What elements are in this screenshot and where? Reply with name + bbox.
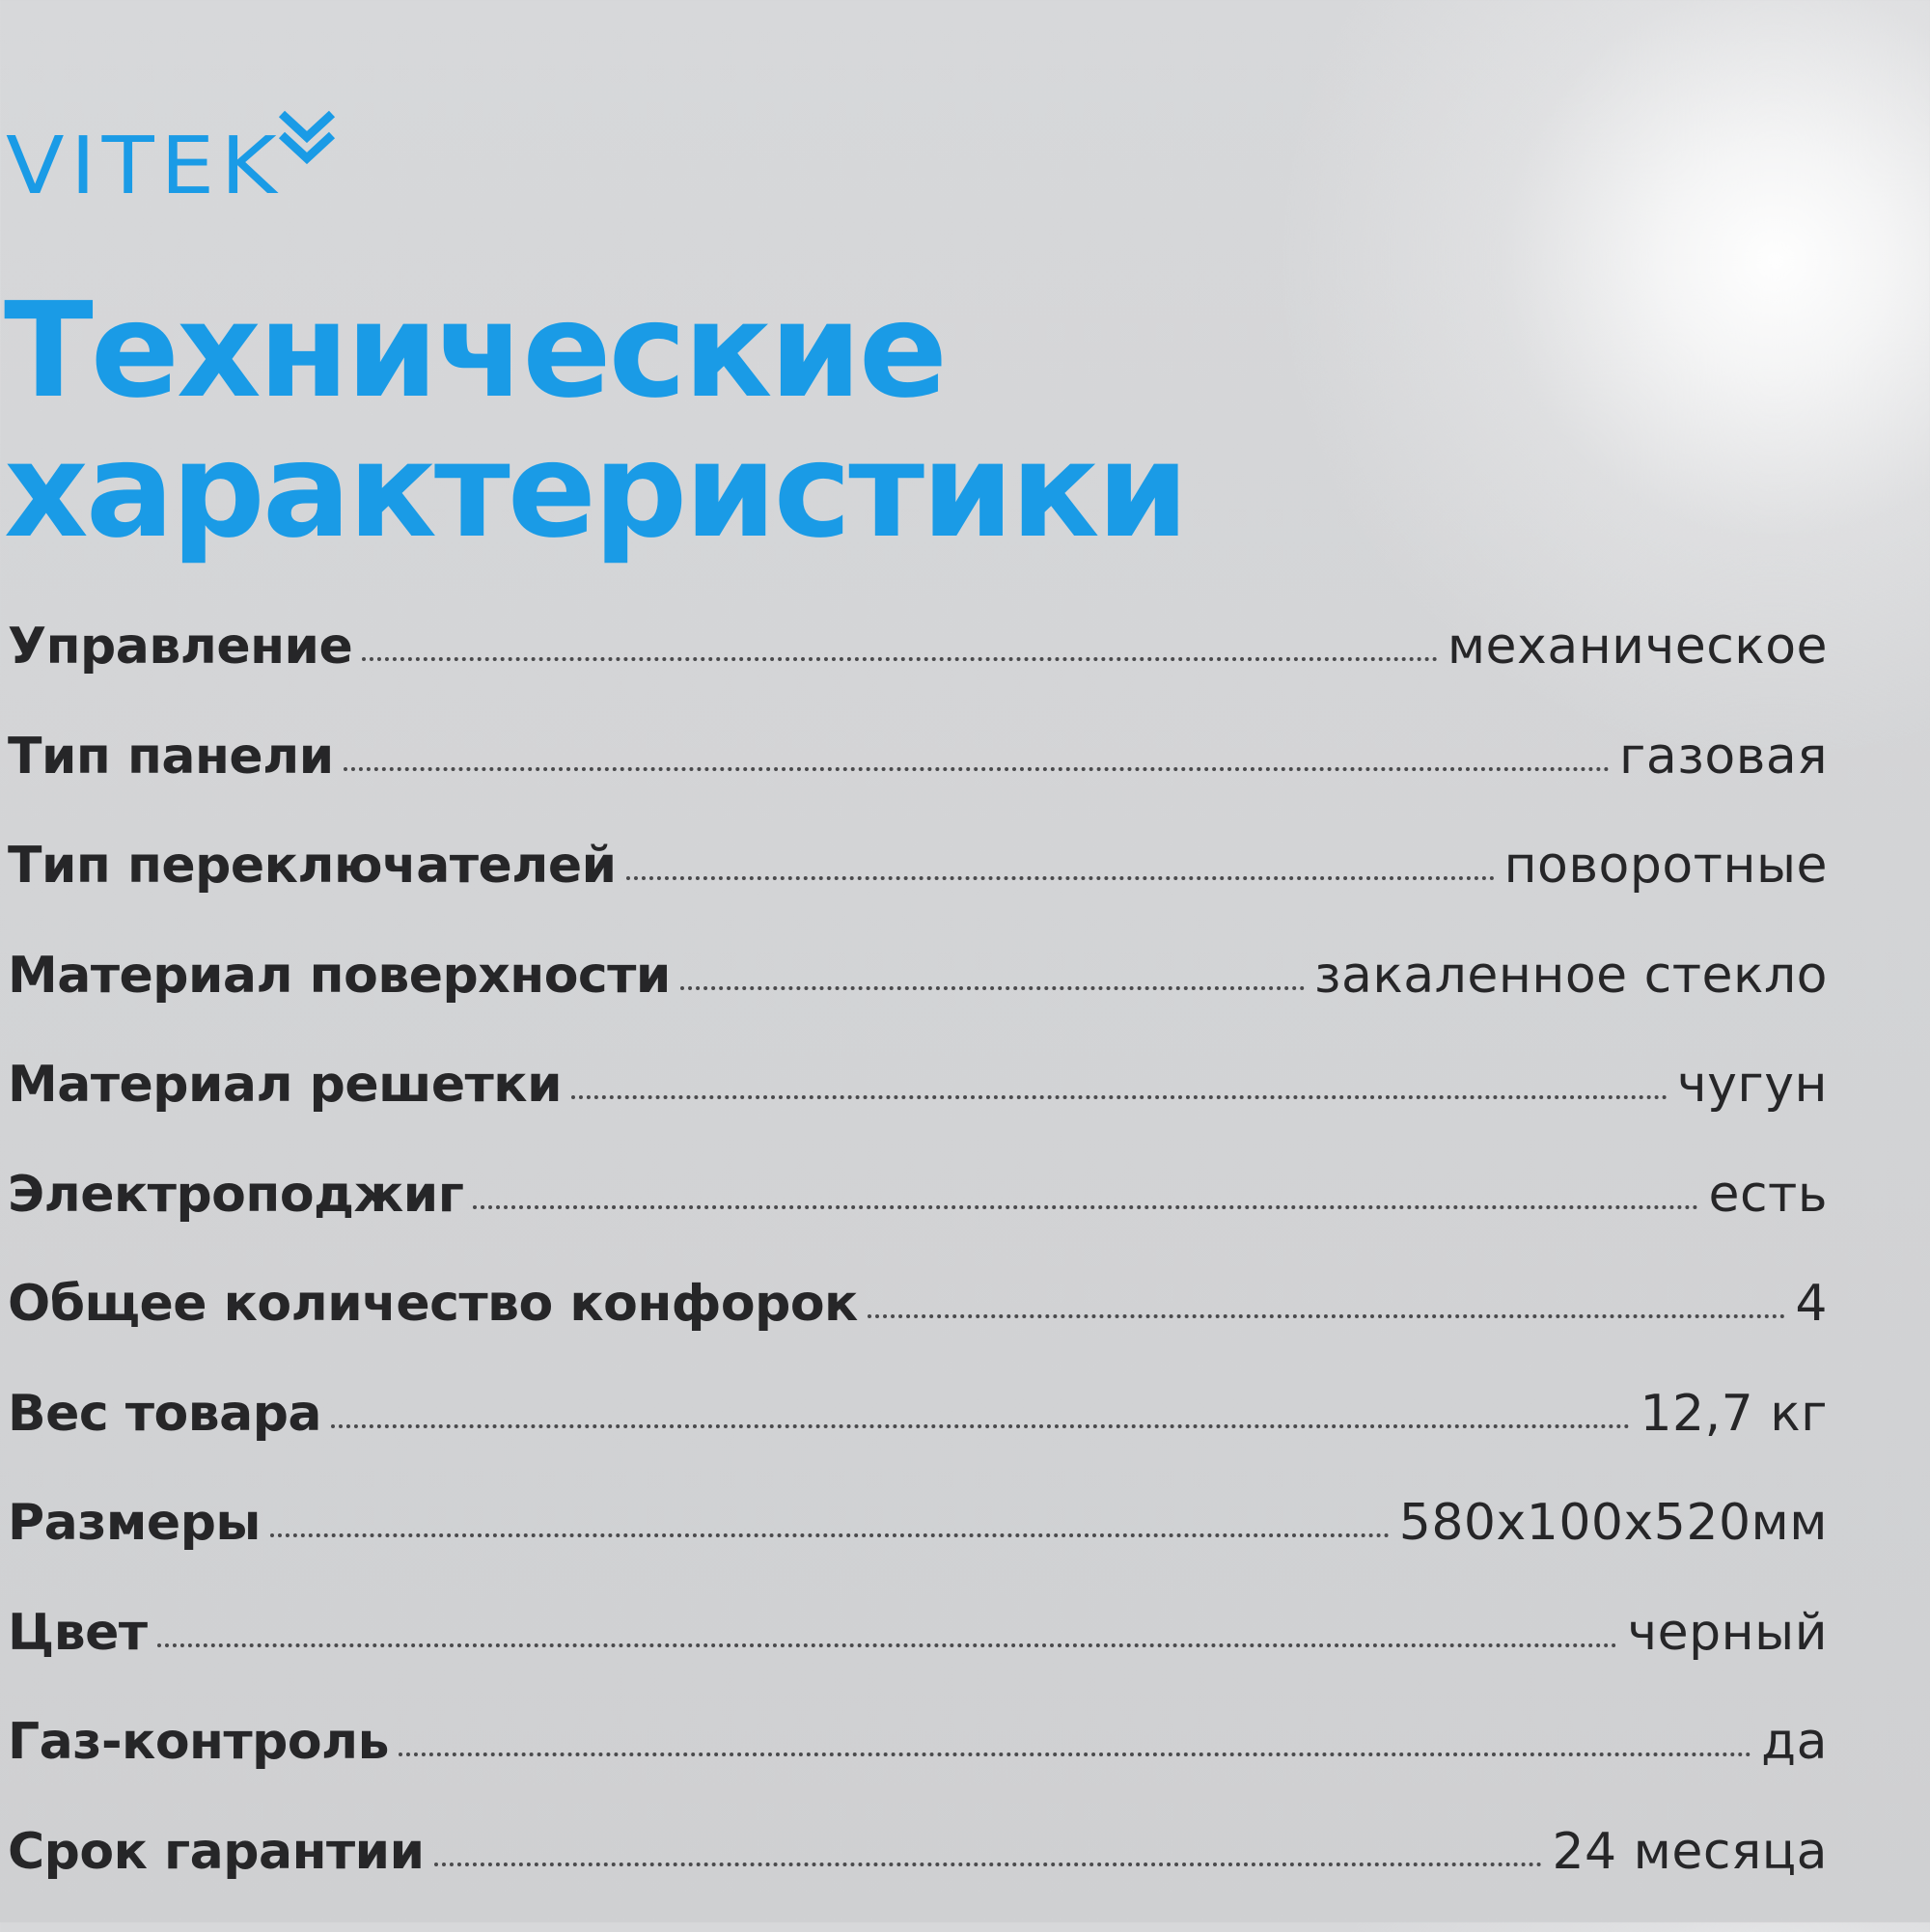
spec-label: Управление [8, 618, 352, 676]
spec-label: Тип панели [8, 728, 334, 786]
spec-row-color [8, 1604, 1828, 1714]
dotted-leader [157, 1643, 1618, 1647]
title-line-1: Технические [4, 282, 1355, 422]
spec-value: закаленное стекло [1314, 947, 1828, 1005]
spec-row-gas-control [8, 1713, 1828, 1823]
dotted-leader [473, 1205, 1698, 1209]
spec-value: черный [1627, 1604, 1828, 1662]
spec-row-surface-material [8, 947, 1828, 1057]
spec-label: Общее количество конфорок [8, 1275, 858, 1333]
spec-row-control [8, 618, 1828, 728]
spec-value: да [1761, 1713, 1828, 1771]
spec-label: Тип переключателей [8, 837, 617, 895]
dotted-leader [270, 1533, 1390, 1537]
dotted-leader [434, 1863, 1543, 1866]
spec-label: Цвет [8, 1604, 148, 1662]
spec-row-dimensions [8, 1494, 1828, 1604]
brand-logo [6, 108, 338, 195]
spec-value: 580x100x520мм [1399, 1494, 1828, 1552]
spec-label: Материал поверхности [8, 947, 671, 1005]
spec-row-weight [8, 1385, 1828, 1495]
spec-value: поворотные [1504, 837, 1828, 895]
spec-list [8, 618, 1828, 1932]
spec-row-burners [8, 1275, 1828, 1385]
spec-value: 24 месяца [1552, 1823, 1828, 1881]
spec-label: Материал решетки [8, 1056, 562, 1114]
dotted-leader [362, 657, 1438, 661]
spec-value: газовая [1619, 728, 1828, 786]
spec-row-warranty [8, 1823, 1828, 1932]
spec-label: Газ-контроль [8, 1713, 389, 1771]
spec-value: 12,7 кг [1640, 1385, 1828, 1443]
spec-value: есть [1708, 1166, 1828, 1224]
spec-label: Электроподжиг [8, 1166, 463, 1224]
spec-row-ignition [8, 1166, 1828, 1276]
page-title [4, 282, 1355, 562]
dotted-leader [680, 986, 1305, 990]
double-chevron-down-icon [276, 108, 338, 166]
dotted-leader [344, 767, 1610, 771]
spec-row-grate-material [8, 1056, 1828, 1166]
title-line-2: характеристики [4, 422, 1355, 562]
spec-label: Вес товара [8, 1385, 321, 1443]
dotted-leader [868, 1314, 1786, 1318]
dotted-leader [626, 876, 1495, 880]
spec-value: 4 [1795, 1275, 1828, 1333]
spec-value: механическое [1448, 618, 1828, 676]
spec-label: Срок гарантии [8, 1823, 425, 1881]
spec-row-panel-type [8, 728, 1828, 838]
dotted-leader [399, 1753, 1751, 1756]
spec-row-switch-type [8, 837, 1828, 947]
spec-label: Размеры [8, 1494, 261, 1552]
logo-text: VITEK [6, 127, 283, 207]
spec-value: чугун [1677, 1056, 1828, 1114]
dotted-leader [331, 1424, 1630, 1428]
dotted-leader [571, 1095, 1668, 1099]
